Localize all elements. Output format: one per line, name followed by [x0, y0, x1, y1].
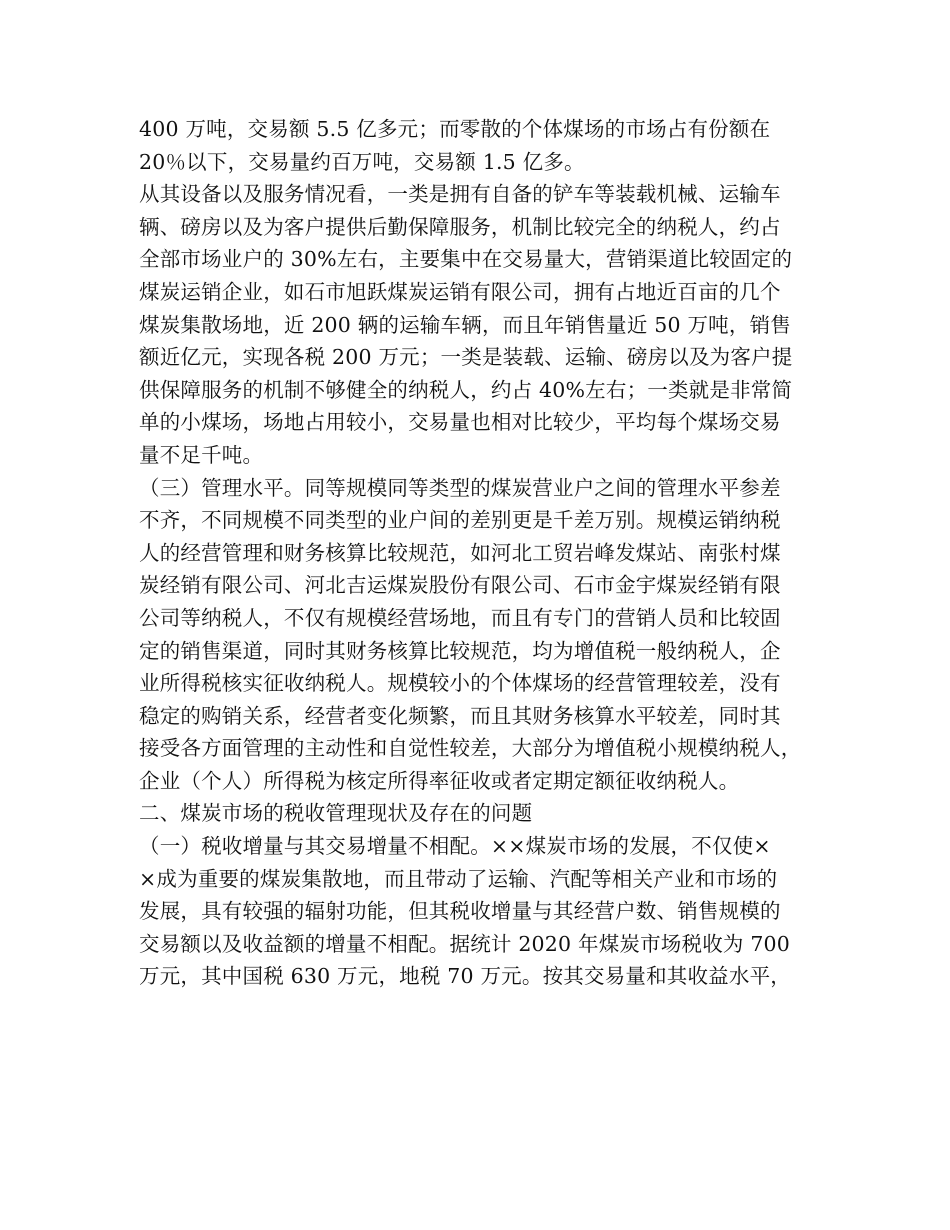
text-line: 全部市场业户的 30%左右，主要集中在交易量大，营销渠道比较固定的	[139, 247, 793, 272]
text-line: 定的销售渠道，同时其财务核算比较规范，均为增值税一般纳税人，企	[139, 638, 781, 663]
text-line: 交易额以及收益额的增量不相配。据统计 2020 年煤炭市场税收为 700	[139, 931, 791, 956]
text-line: 炭经销有限公司、河北吉运煤炭股份有限公司、石市金宇煤炭经销有限	[139, 573, 781, 598]
text-line: 接受各方面管理的主动性和自觉性较差，大部分为增值税小规模纳税人，	[139, 736, 802, 761]
body-text	[139, 113, 829, 993]
text-line: 公司等纳税人，不仅有规模经营场地，而且有专门的营销人员和比较固	[139, 605, 781, 630]
text-line: 煤炭运销企业，如石市旭跃煤炭运销有限公司，拥有占地近百亩的几个	[139, 279, 781, 304]
section-heading: 二、煤炭市场的税收管理现状及存在的问题	[139, 801, 533, 826]
text-line: 辆、磅房以及为客户提供后勤保障服务，机制比较完全的纳税人，约占	[139, 214, 781, 239]
text-line: 供保障服务的机制不够健全的纳税人，约占 40%左右；一类就是非常简	[139, 377, 793, 402]
text-line: 单的小煤场，场地占用较小，交易量也相对比较少，平均每个煤场交易	[139, 410, 781, 435]
text-line: 人的经营管理和财务核算比较规范，如河北工贸岩峰发煤站、南张村煤	[139, 540, 781, 565]
text-line: 额近亿元，实现各税 200 万元；一类是装载、运输、磅房以及为客户提	[139, 345, 793, 370]
text-line: 量不足千吨。	[139, 442, 264, 467]
text-line: ×成为重要的煤炭集散地，而且带动了运输、汽配等相关产业和市场的	[139, 866, 778, 891]
text-line: 煤炭集散场地，近 200 辆的运输车辆，而且年销售量近 50 万吨，销售	[139, 312, 791, 337]
text-line: （一）税收增量与其交易增量不相配。××煤炭市场的发展，不仅使×	[139, 834, 771, 859]
text-line: 400 万吨，交易额 5.5 亿多元；而零散的个体煤场的市场占有份额在	[139, 117, 771, 141]
text-line: 发展，具有较强的辐射功能，但其税收增量与其经营户数、销售规模的	[139, 899, 781, 924]
text-line: 企业（个人）所得税为核定所得率征收或者定期定额征收纳税人。	[139, 768, 740, 793]
text-line: 不齐，不同规模不同类型的业户间的差别更是千差万别。规模运销纳税	[139, 508, 781, 533]
text-line: 业所得税核实征收纳税人。规模较小的个体煤场的经营管理较差，没有	[139, 671, 781, 696]
text-line: 万元，其中国税 630 万元，地税 70 万元。按其交易量和其收益水平，	[139, 964, 791, 989]
text-line: （三）管理水平。同等规模同等类型的煤炭营业户之间的管理水平参差	[139, 475, 781, 500]
text-line: 从其设备以及服务情况看，一类是拥有自备的铲车等装载机械、运输车	[139, 182, 781, 207]
text-line: 稳定的购销关系，经营者变化频繁，而且其财务核算水平较差，同时其	[139, 703, 781, 728]
text-line: 20％以下，交易量约百万吨，交易额 1.5 亿多。	[139, 149, 585, 174]
